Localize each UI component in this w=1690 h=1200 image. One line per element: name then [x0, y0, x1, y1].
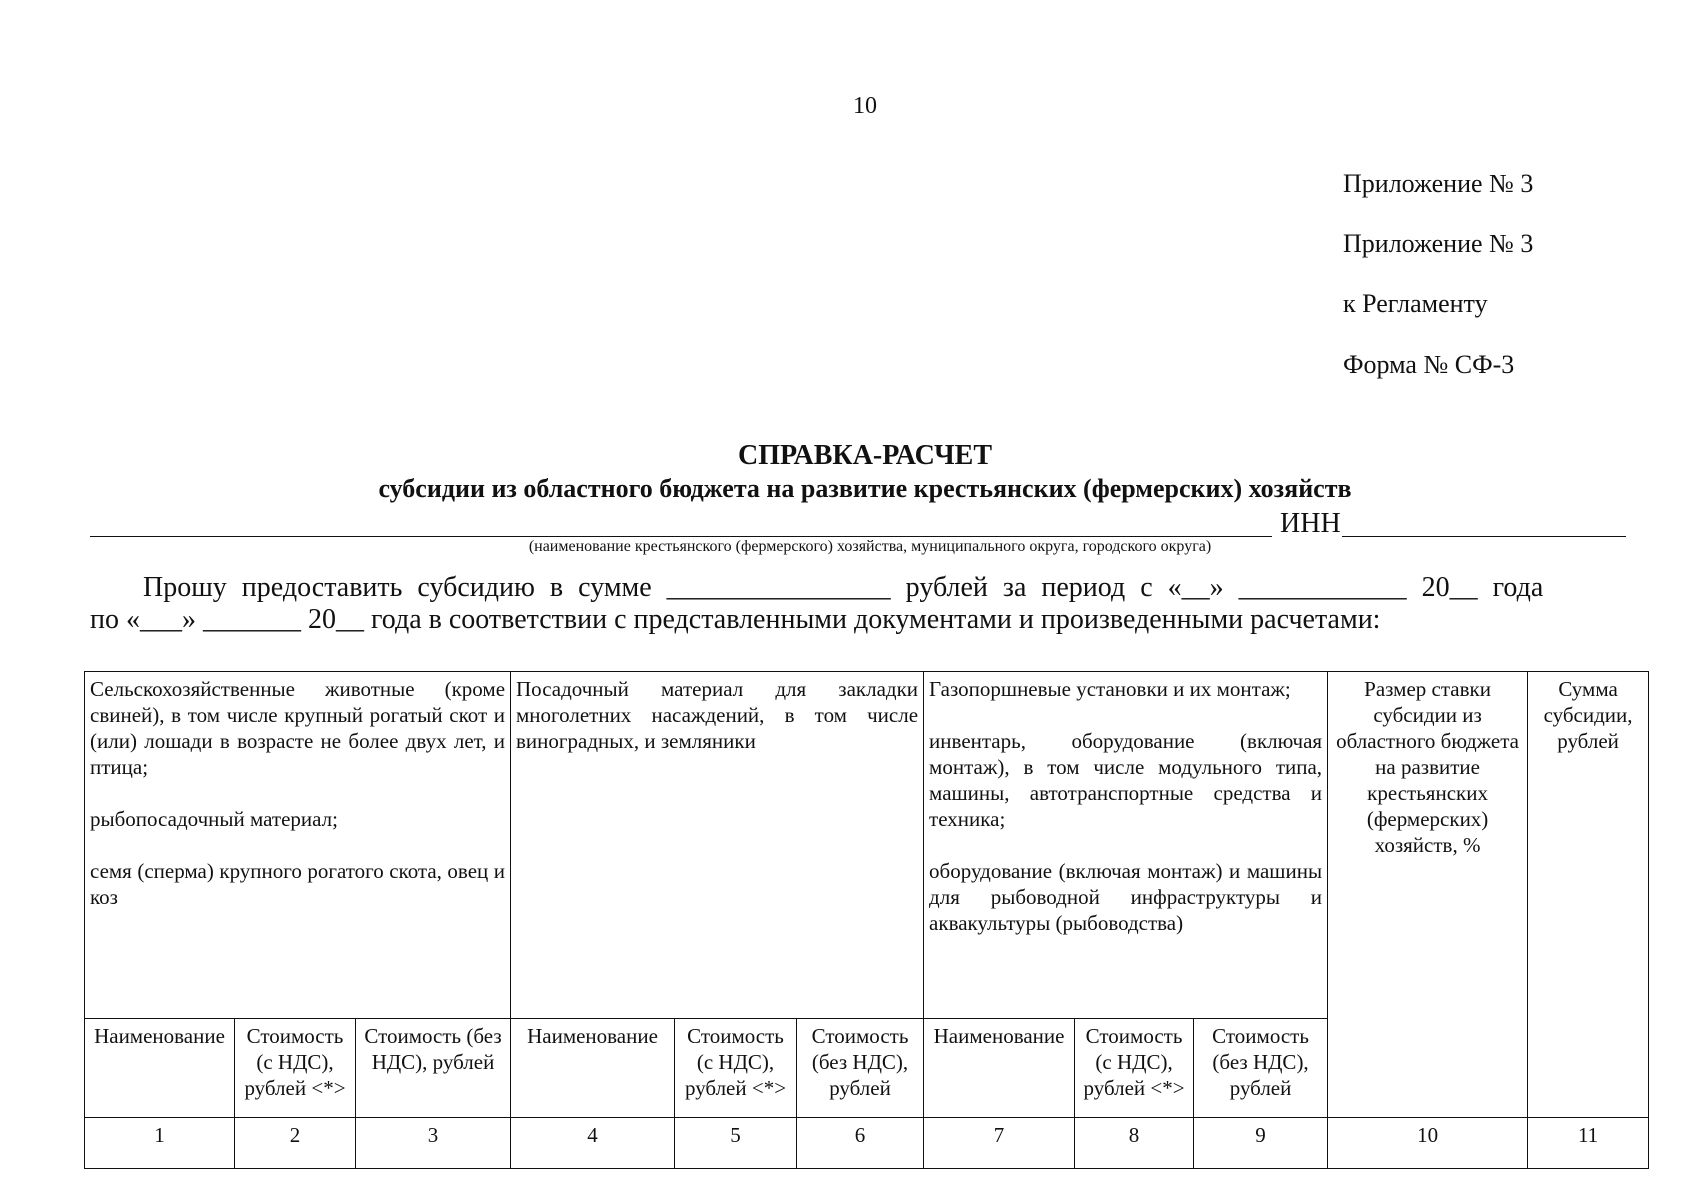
appendix-line-1: Приложение № 3 — [1343, 169, 1534, 198]
appendix-line-2: Приложение № 3 — [1343, 229, 1534, 258]
inn-field[interactable] — [1342, 536, 1626, 537]
col-cost-novat-header: Стоимость (без НДС), рублей — [1194, 1019, 1328, 1118]
group1-text-1: Сельскохозяйственные животные (кроме свиней), в том числе крупный рогатый скот и (или) лошади в возрасте не более двух лет, и птица; — [90, 677, 506, 779]
column-number: 10 — [1328, 1118, 1528, 1169]
farm-name-caption: (наименование крестьянского (фермерского) хозяйства, муниципального округа, городского округа) — [528, 538, 1212, 555]
group2-text-1: Посадочный материал для закладки многолетних насаждений, в том числе виноградных, и земляники — [516, 677, 919, 753]
page-number: 10 — [853, 93, 877, 119]
column-number: 3 — [356, 1118, 511, 1169]
column-number: 8 — [1075, 1118, 1194, 1169]
appendix-regulation: к Регламенту — [1343, 289, 1488, 318]
column-number: 11 — [1528, 1118, 1649, 1169]
column-number: 6 — [797, 1118, 924, 1169]
farm-name-field[interactable] — [90, 536, 1272, 537]
col-cost-vat-header: Стоимость (с НДС), рублей <*> — [235, 1019, 356, 1118]
request-line-1: Прошу предоставить субсидию в сумме ________________ рублей за период с «__» ____________ 20__ года — [143, 572, 1544, 603]
column-number: 4 — [511, 1118, 675, 1169]
inn-label: ИНН — [1280, 508, 1341, 539]
column-number: 1 — [85, 1118, 235, 1169]
col-cost-novat-header: Стоимость (без НДС), рублей — [797, 1019, 924, 1118]
col-cost-vat-header: Стоимость (с НДС), рублей <*> — [675, 1019, 797, 1118]
column-number: 7 — [924, 1118, 1075, 1169]
group3-text-2: инвентарь, оборудование (включая монтаж), в том числе модульного типа, машины, автотранспортные средства и техника; — [929, 729, 1323, 831]
group3-text-1: Газопоршневые установки и их монтаж; — [929, 677, 1291, 701]
col-name-header: Наименование — [85, 1019, 235, 1118]
column-number: 2 — [235, 1118, 356, 1169]
sum-header: Сумма субсидии, рублей — [1528, 672, 1649, 1118]
subsidy-calculation-table — [84, 671, 1649, 1169]
document-subtitle: субсидии из областного бюджета на развитие крестьянских (фермерских) хозяйств — [378, 474, 1352, 503]
form-number: Форма № СФ-3 — [1343, 350, 1515, 379]
group1-text-2: рыбопосадочный материал; — [90, 807, 338, 831]
group-planting-header — [511, 672, 924, 1019]
document-title: СПРАВКА-РАСЧЕТ — [737, 440, 993, 471]
group3-text-3: оборудование (включая монтаж) и машины для рыбоводной инфраструктуры и аквакультуры (рыбоводства) — [929, 859, 1323, 935]
group1-text-3: семя (сперма) крупного рогатого скота, овец и коз — [90, 859, 506, 909]
col-name-header: Наименование — [924, 1019, 1075, 1118]
col-cost-vat-header: Стоимость (с НДС), рублей <*> — [1075, 1019, 1194, 1118]
column-number: 5 — [675, 1118, 797, 1169]
request-line-2: по «___» _______ 20__ года в соответствии с представленными документами и произведенными расчетами: — [90, 604, 1381, 635]
group-livestock-header — [85, 672, 511, 1019]
rate-header: Размер ставки субсидии из областного бюджета на развитие крестьянских (фермерских) хозяйств, % — [1328, 672, 1528, 1118]
col-cost-novat-header: Стоимость (без НДС), рублей — [356, 1019, 511, 1118]
column-number: 9 — [1194, 1118, 1328, 1169]
col-name-header: Наименование — [511, 1019, 675, 1118]
group-equipment-header — [924, 672, 1328, 1019]
